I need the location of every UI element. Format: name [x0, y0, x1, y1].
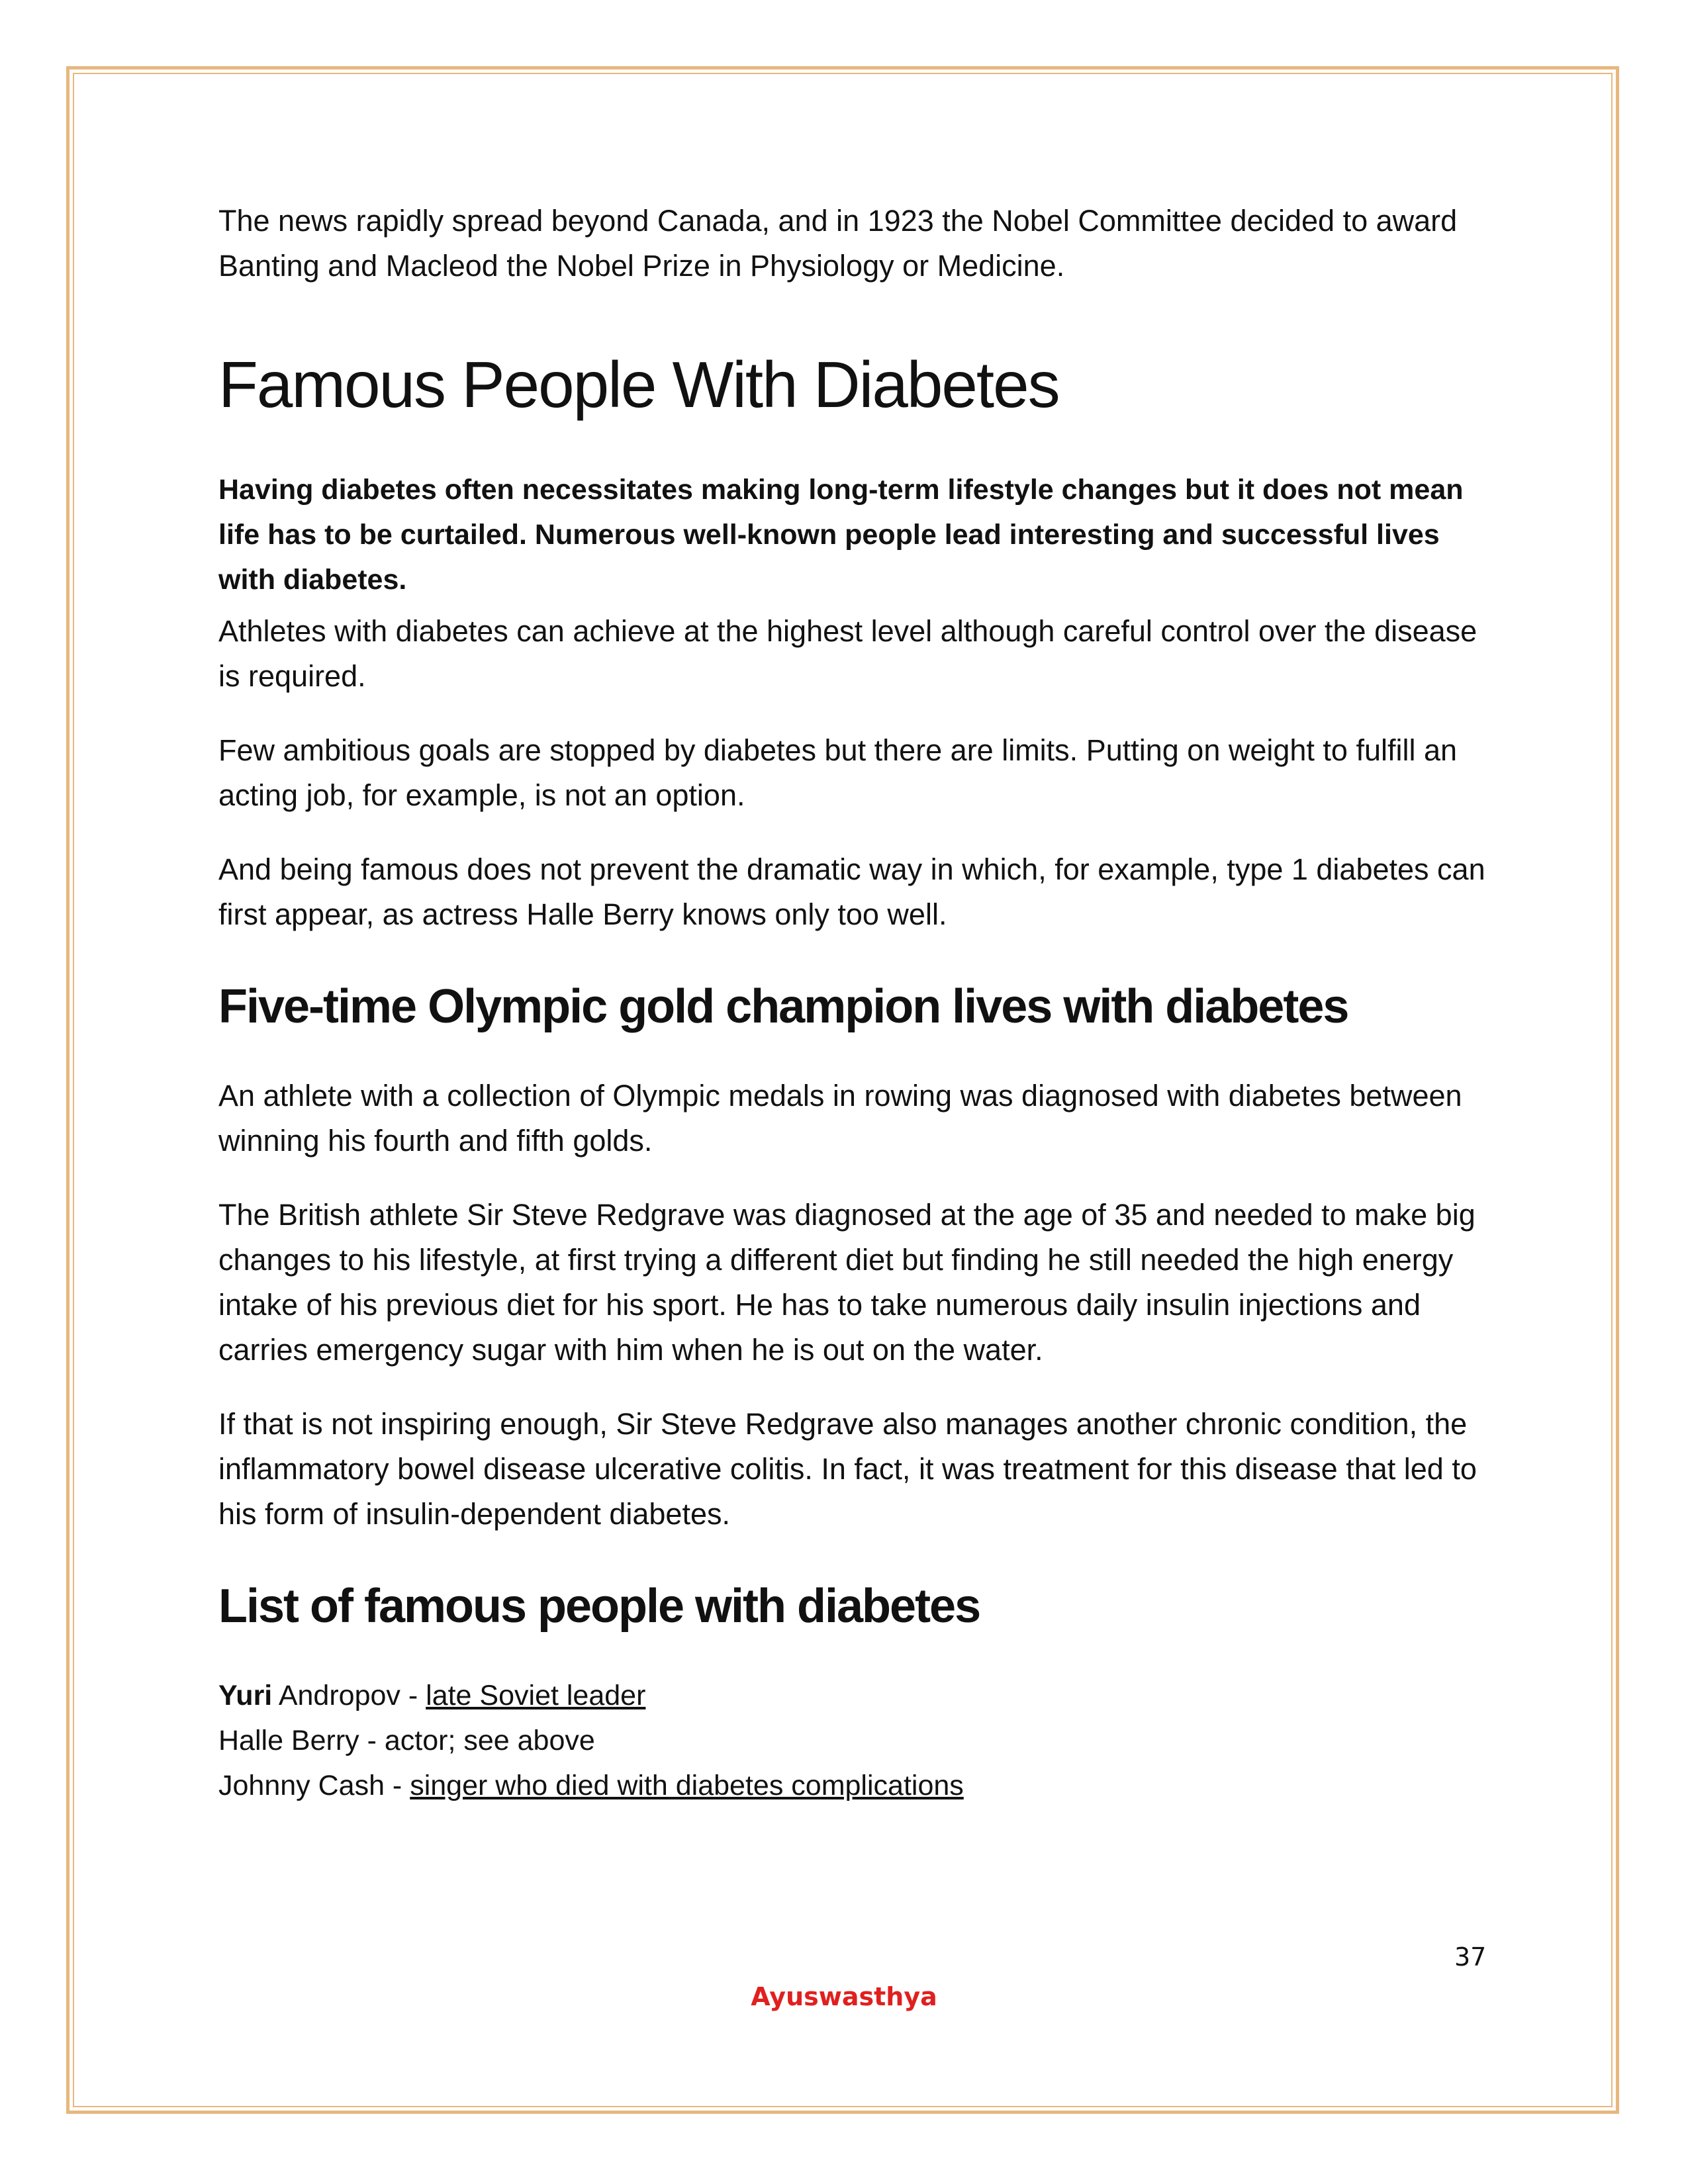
link-diabetes-complications[interactable]: singer who died with diabetes complications	[410, 1770, 964, 1801]
paragraph-redgrave: The British athlete Sir Steve Redgrave was diagnosed at the age of 35 and needed to make big changes to his lifestyle, at first trying a different diet but finding he still needed the high energy intake of his previous diet for his sport. He has to take numerous daily insulin injections and carries emergency sugar with him when he is out on the water.	[218, 1198, 1476, 1367]
paragraph-goals: Few ambitious goals are stopped by diabetes but there are limits. Putting on weight to fulfill an acting job, for example, is not an option.	[218, 733, 1458, 812]
list-item-halle-berry: Halle Berry - actor; see above	[218, 1725, 595, 1756]
paragraph-halle-berry: And being famous does not prevent the dramatic way in which, for example, type 1 diabetes can first appear, as actress Halle Berry knows only too well.	[218, 852, 1485, 931]
link-soviet-leader[interactable]: late Soviet leader	[426, 1680, 646, 1711]
paragraph-colitis: If that is not inspiring enough, Sir Steve Redgrave also manages another chronic condition, the inflammatory bowel disease ulcerative colitis. In fact, it was treatment for this disease that led to his form of insulin-dependent diabetes.	[218, 1407, 1477, 1531]
list-item-andropov	[218, 1673, 1496, 1718]
section-intro-bold: Having diabetes often necessitates making long-term lifestyle changes but it does not mean life has to be curtailed. Numerous well-known people lead interesting and successful lives with diabetes.	[218, 474, 1464, 596]
paragraph-olympic-medals: An athlete with a collection of Olympic medals in rowing was diagnosed with diabetes between winning his fourth and fifth golds.	[218, 1079, 1462, 1158]
paragraph-athletes: Athletes with diabetes can achieve at the highest level although careful control over the disease is required.	[218, 614, 1477, 693]
section-title-list: List of famous people with diabetes	[218, 1580, 980, 1633]
list-item-name-rest: Johnny Cash -	[218, 1770, 410, 1801]
list-item-johnny-cash	[218, 1763, 1496, 1808]
section-title-famous-people: Famous People With Diabetes	[218, 348, 1059, 421]
list-item-name-bold: Yuri	[218, 1680, 273, 1711]
intro-paragraph: The news rapidly spread beyond Canada, and in 1923 the Nobel Committee decided to award Banting and Macleod the Nobel Prize in Physiology or Medicine.	[218, 204, 1458, 283]
list-item-name-rest: Andropov -	[272, 1680, 426, 1711]
page-number: 37	[1454, 1942, 1487, 1972]
page-content	[218, 199, 1496, 1808]
section-title-olympic: Five-time Olympic gold champion lives with diabetes	[218, 980, 1348, 1033]
footer-brand: Ayuswasthya	[751, 1982, 937, 2011]
